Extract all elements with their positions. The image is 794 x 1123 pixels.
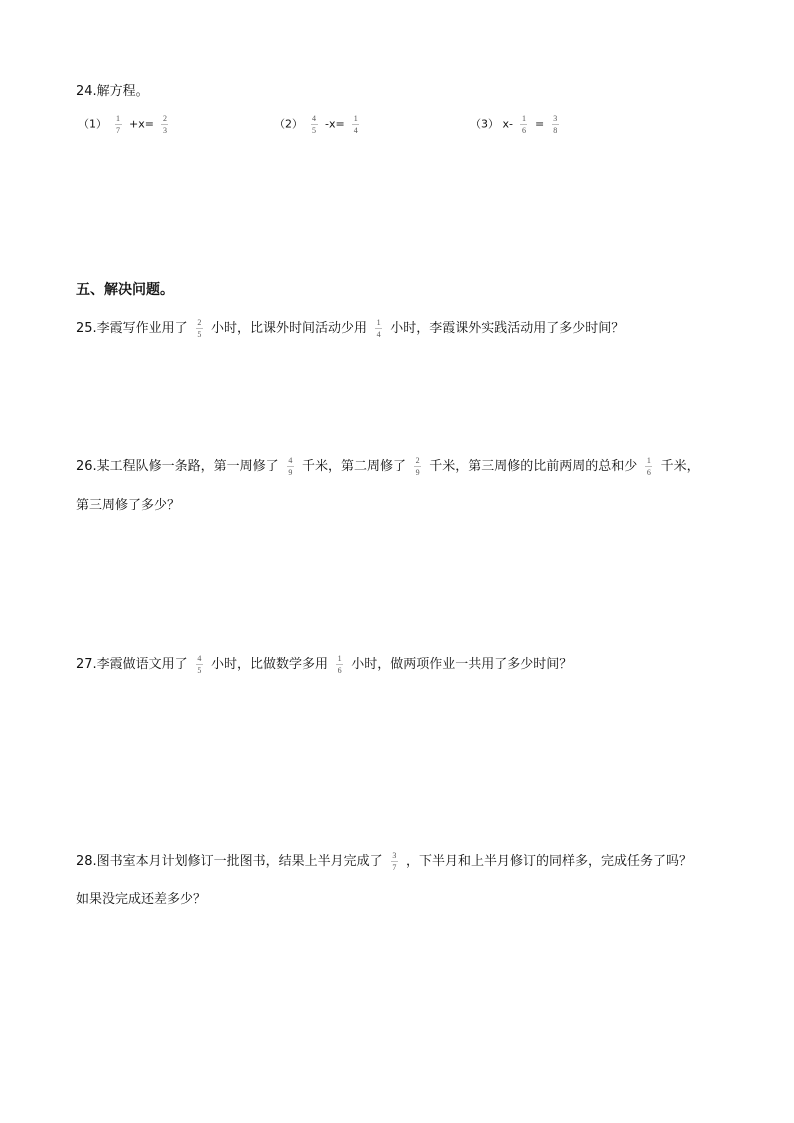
fraction [115,114,122,135]
fraction-numerator: 1 [116,114,120,123]
question-text: 小时，李霞课外实践活动用了多少时间？ [390,321,625,336]
equation-1 [78,114,172,135]
fraction-denominator: 8 [553,126,558,135]
fraction-bar [414,466,421,467]
question-text: 小时，做两项作业一共用了多少时间？ [351,657,573,672]
fraction-bar [311,124,318,125]
fraction-bar [287,466,294,467]
fraction-bar [161,124,168,125]
fraction-denominator: 5 [312,126,316,135]
fraction-denominator: 4 [353,126,358,135]
question-text: 27.李霞做语文用了 [76,657,188,672]
fraction-denominator: 6 [521,126,526,135]
question-28 [76,851,692,872]
fraction [336,654,343,675]
question-text: 千米，第二周修了 [301,459,406,474]
question-text: 小时，比课外时间活动少用 [210,321,367,336]
fraction-numerator: 4 [197,654,202,663]
equation-operator: = [534,117,545,131]
fraction-denominator: 5 [197,330,202,339]
fraction [196,654,203,675]
fraction-denominator: 7 [392,863,397,872]
equation-prefix: x- [502,117,513,131]
fraction-numerator: 3 [392,851,397,860]
question-text: 25.李霞写作业用了 [76,321,188,336]
question-text: 26.某工程队修一条路，第一周修了 [76,459,279,474]
fraction-bar [645,466,652,467]
fraction-bar [196,328,203,329]
fraction-bar [352,124,359,125]
fraction-denominator: 5 [197,666,202,675]
section-5-heading: 五、解决问题。 [76,282,174,298]
fraction-denominator: 9 [288,468,293,477]
question-27 [76,654,572,675]
fraction-bar [552,124,559,125]
fraction-denominator: 4 [376,330,381,339]
question-text: ，下半月和上半月修订的同样多，完成任务了吗？ [405,854,692,869]
equation-1-label: （1） [78,117,107,131]
fraction-numerator: 2 [197,318,202,327]
equation-operator: +x= [129,117,154,131]
question-text: 小时，比做数学多用 [210,657,328,672]
equation-2 [274,114,363,135]
fraction-denominator: 3 [162,126,167,135]
fraction-numerator: 1 [521,114,526,123]
fraction [391,851,398,872]
question-25 [76,318,624,339]
fraction-denominator: 6 [646,468,651,477]
fraction [196,318,203,339]
fraction [520,114,527,135]
question-26 [76,456,700,477]
fraction-bar [375,328,382,329]
equation-2-label: （2） [274,117,303,131]
fraction [352,114,359,135]
fraction-numerator: 1 [337,654,342,663]
question-text: 千米， [660,459,700,474]
fraction-bar [391,861,398,862]
fraction-numerator: 2 [415,456,420,465]
fraction-bar [520,124,527,125]
question-text: 28.图书室本月计划修订一批图书，结果上半月完成了 [76,854,383,869]
fraction-numerator: 3 [553,114,558,123]
fraction-denominator: 9 [415,468,420,477]
fraction-numerator: 1 [353,114,358,123]
fraction-bar [115,124,122,125]
fraction-numerator: 1 [376,318,381,327]
question-26-line-2: 第三周修了多少？ [76,498,181,513]
fraction [552,114,559,135]
fraction [311,114,318,135]
equation-3-label: （3） [470,117,499,131]
fraction-denominator: 7 [116,126,120,135]
fraction-numerator: 1 [646,456,651,465]
fraction [375,318,382,339]
question-28-line-2: 如果没完成还差多少？ [76,892,207,907]
fraction [161,114,168,135]
fraction-numerator: 4 [312,114,316,123]
question-text: 千米，第三周修的比前两周的总和少 [429,459,638,474]
fraction-numerator: 4 [288,456,293,465]
fraction [414,456,421,477]
fraction-bar [196,664,203,665]
fraction-numerator: 2 [162,114,167,123]
fraction-bar [336,664,343,665]
equation-operator: -x= [325,117,345,131]
fraction-denominator: 6 [337,666,342,675]
fraction [645,456,652,477]
fraction [287,456,294,477]
equation-3 [470,114,563,135]
question-24-title: 24.解方程。 [76,84,149,99]
